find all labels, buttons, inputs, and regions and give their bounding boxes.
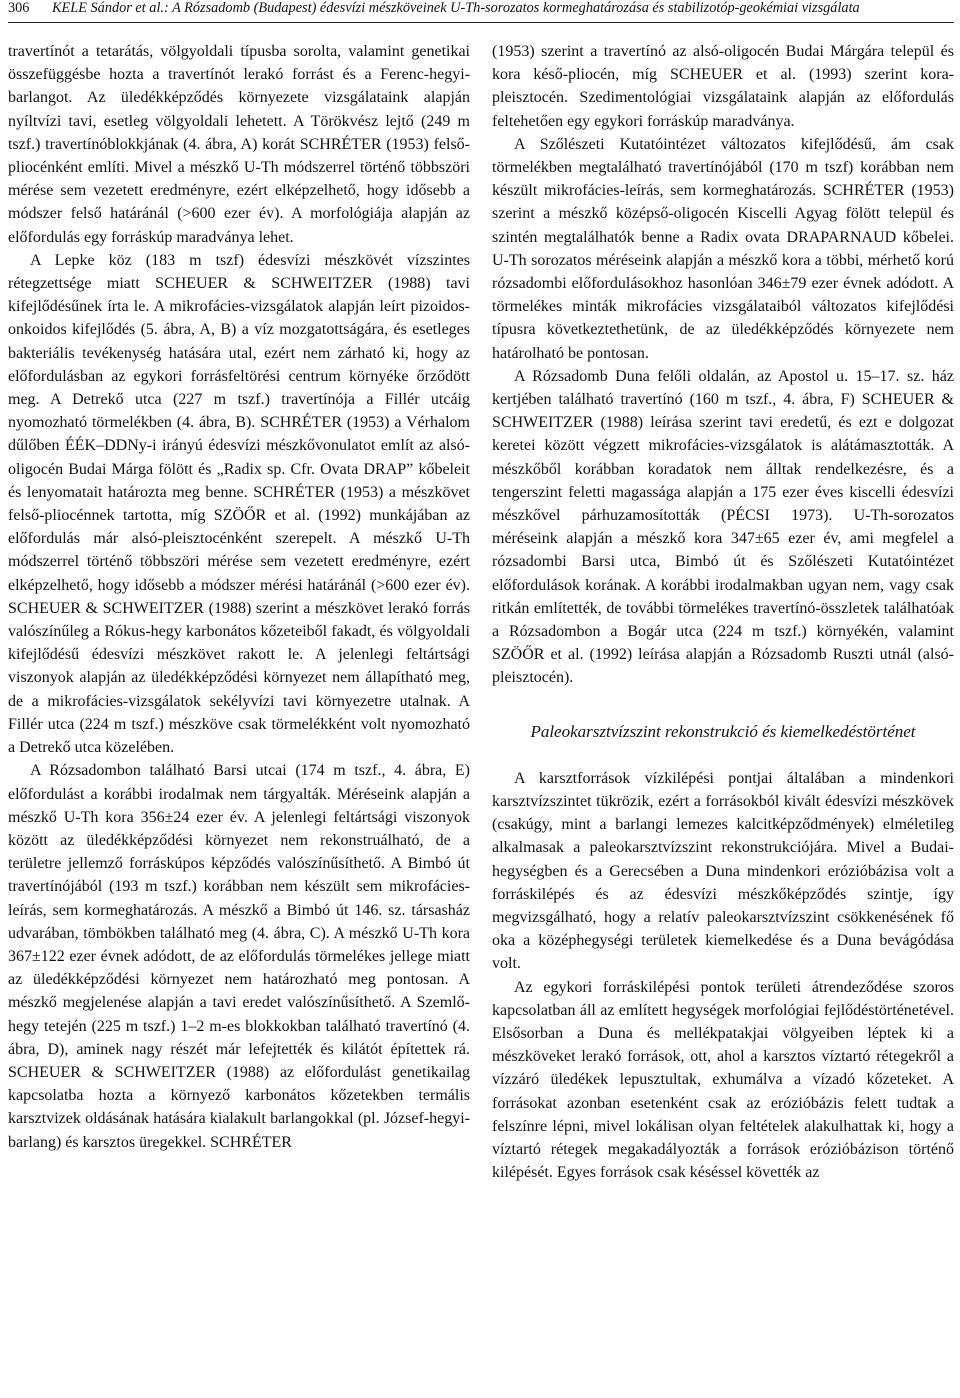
left-column: [8, 40, 470, 1154]
running-header: [8, 0, 954, 23]
paragraph: Az egykori forráskilépési pontok területi átrendeződése szoros kapcsolatban áll az említett hegységek morfológiai fejlődéstörténetével. Elsősorban a Duna és mellékpatakjai völgyeiben léptek ki a mészköveket lerakó források, ott, ahol a karsztos víztartó rétegekről a vízzáró üledékek lepusztultak, exhumálva a vízadó kőzeteket. A forrásokat azonban esetenként csak az erózióbázis felett tudtak a felszínre lépni, mivel lokálisan olyan feltételek alakulhattak ki, hogy a víztartó rétegek megakadályozták a források erózióbázison történő kilépését. Egyes források csak késéssel követték az: [492, 978, 954, 1182]
paragraph: A Lepke köz (183 m tszf) édesvízi mészkövét vízszintes rétegzettsége miatt SCHEUER & SCHWEITZER (1988) tavi kifejlődésűnek írta le. A mikrofácies-vizsgálatok alapján leírt pizoidos-onkoidos kifejlődés (5. ábra, A, B) a víz mozgatottságára, és esetleges bakteriális tevékenység hatására utal, ezért nem zárható ki, hogy az előfordulásban az egykori forrásfeltörési centrum környéke őrződött meg. A Detrekő utca (227 m tszf.) travertínója a Fillér utcáig nyomozható törmelékben (4. ábra, B). SCHRÉTER (1953) a Vérhalom dűlőben ÉÉK–DDNy-i irányú édesvízi mészkővonulatot említ az alsó-oligocén Budai Márga fölött és „Radix sp. Cfr. Ovata DRAP” kőbeleit és lenyomatait határozta meg benne. SCHRÉTER (1953) a mészkövet felső-pliocénnek tartotta, míg SZÖŐR et al. (1992) munkájában az előfordulás már alsó-pleisztocénként szerepelt. A mészkő U-Th módszerrel történő többszöri mérése sem vezetett eredményre, ezért elképzelhető, hogy idősebb a módszer mérési határánál (>600 ezer év). SCHEUER & SCHWEITZER (1988) szerint a mészkövet lerakó forrás valószínűleg a Rókus-hegy karbonátos kőzeteiből fakadt, és völgyoldali kifejlődésű édesvízi mészkövet rakott le. A jelenlegi feltártsági viszonyok alapján az üledékképződési környezet nem állapítható meg, de a mikrofácies-vizsgálatok sekélyvízi tavi környezetre utalnak. A Fillér utca (224 m tszf.) mészköve csak törmelékként volt nyomozható a Detrekő utca közelében.: [8, 251, 470, 757]
paragraph: (1953) szerint a travertínó az alsó-oligocén Budai Márgára települ és kora késő-pliocén, míg SCHEUER et al. (1993) szerint kora-pleisztocén. Szedimentológiai vizsgálataink alapján az előfordulás feltehetően egy egykori forráskúp maradványa.: [492, 43, 954, 130]
paragraph: A karsztforrások vízkilépési pontjai általában a mindenkori karsztvízszintet tükrözik, ezért a forrásokból kivált édesvízi mészkövek (csakúgy, mint a barlangi lemezes kalcitképződmények) elméletileg alkalmasak a paleokarsztvízszint rekonstrukciójára. Mivel a Budai-hegységben és a Gerecsében a Duna mindenkori erózióbázisa volt a forráskilépés és az édesvízi mészkőképződés szintje, így megvizsgálható, hogy a relatív paleokarsztvízszint csökkenésének fő oka a középhegységi területek kiemelkedése és a Duna bevágódása volt.: [492, 769, 954, 973]
paragraph: A Rózsadomb Duna felőli oldalán, az Apostol u. 15–17. sz. ház kertjében található travertínó (160 m tszf., 4. ábra, F) SCHEUER & SCHWEITZER (1988) leírása szerint tavi eredetű, és ezt e dolgozat keretei között végzett mikrofácies-vizsgálatok is alátámasztották. A mészkőből korábban koradatok nem álltak rendelkezésre, és a tengerszint feletti magassága alapján a 175 ezer éves kiscelli édesvízi mészkővel párhuzamosították (PÉCSI 1973). U-Th-sorozatos méréseink alapján a mészkő kora 347±65 ezer év, ami megfelel a rózsadombi Barsi utca, Bimbó út és Szőlészeti Kutatóintézet előfordulások korának. A korábbi irodalmakban ugyan nem, vagy csak ritkán említették, de további törmelékes travertínó-összletek találhatóak a Rózsadombon a Bogár utca (224 m tszf.) környékén, valamint SZÖŐR et al. (1992) leírása alapján a Rózsadomb Ruszti utnál (alsó-pleisztocén).: [492, 367, 954, 687]
paragraph: A Szőlészeti Kutatóintézet változatos kifejlődésű, ám csak törmelékben megtalálható travertínójából (170 m tszf) korábban nem készült mikrofácies-leírás, sem kormeghatározás. SCHRÉTER (1953) szerint a mészkő középső-oligocén Kiscelli Agyag fölött települ és szintén megtalálhatók benne a Radix ovata DRAPARNAUD kőbelei. U-Th sorozatos méréseink alapján a mészkő kora a többi, mérhető korú rózsadombi előfordulásokhoz hasonlóan 346±79 ezer évnek adódott. A törmelékes minták mikrofácies vizsgálataiból változatos kifejlődési típusra következtethetünk, de az üledékképződés környezete nem határolható be pontosan.: [492, 135, 954, 362]
running-title: KELE Sándor et al.: A Rózsadomb (Budapest) édesvízi mészköveinek U-Th-sorozatos kormeghatározása és stabilizotóp-geokémiai vizsgálata: [52, 0, 860, 16]
paragraph: A Rózsadombon található Barsi utcai (174 m tszf., 4. ábra, E) előfordulást a korábbi irodalmak nem tárgyalták. Méréseink alapján a mészkő U-Th kora 356±24 ezer év. A jelenlegi feltártsági viszonyok között az üledékképződési környezet nem rekonstruálható, de a területre jellemző forráskúpos képződés valószínűsíthető. A Bimbó út travertínójából (193 m tszf.) korábban nem készült sem mikrofácies-leírás, sem kormeghatározás. A mészkő a Bimbó út 146. sz. társasház udvarában, tömbökben található meg (4. ábra, C). A mészkő U-Th kora 367±122 ezer évnek adódott, de az előfordulás törmelékes jellege miatt az üledékképződési környezet nem határozható meg pontosan. A mészkő megjelenése alapján a tavi eredet valószínűsíthető. A Szemlő-hegy tetején (225 m tszf.) 1–2 m-es blokkokban található travertínó (4. ábra, D), aminek nagy részét már lefejtették és kilátót építettek rá. SCHEUER & SCHWEITZER (1988) az előfordulást genetikailag kapcsolatba hozta a környező karbonátos kőzetekben termális karsztvizek oldásának hatására kialakult barlangokkal (pl. József-hegyi-barlang) és karsztos üregekkel. SCHRÉTER: [8, 762, 470, 1151]
page-number: 306: [8, 0, 30, 16]
paragraph: travertínót a tetarátás, völgyoldali típusba sorolta, valamint genetikai összefüggésbe hozta a travertínót lerakó forrást és a Ferenc-hegyi-barlangot. Az üledékképződés környezete vizsgálataink alapján nyíltvízi tavi, esetleg völgyoldali lehetett. A Törökvész lejtő (249 m tszf.) travertínóblokkjának (4. ábra, A) korát SCHRÉTER (1953) felső-pliocénként említi. Mivel a mészkő U-Th módszerrel történő többszöri mérése sem vezetett eredményre, ezért elképzelhető, hogy idősebb a módszer felső határánál (>600 ezer év). A morfológiája alapján az előfordulás egy forráskúp maradványa lehet.: [8, 43, 470, 246]
right-column: [492, 40, 954, 1184]
section-heading: Paleokarsztvízszint rekonstrukció és kiemelkedéstörténet: [530, 721, 916, 741]
